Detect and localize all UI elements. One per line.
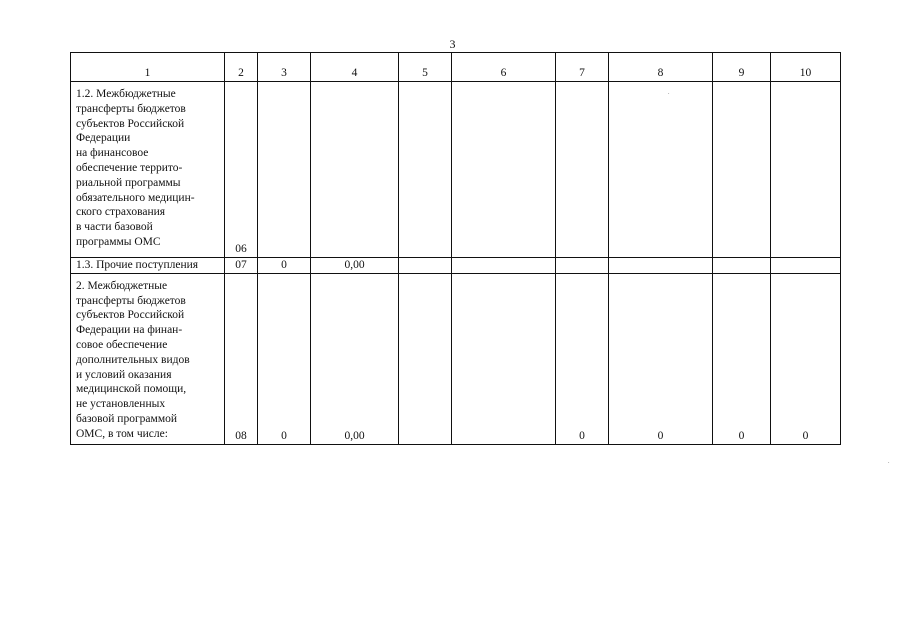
table-cell: 0 [258, 258, 311, 274]
table-row [71, 82, 841, 258]
header-cell: 5 [399, 53, 452, 82]
table-cell [452, 82, 556, 258]
header-cell: 8 [609, 53, 713, 82]
row-label: 1.2. Межбюджетные трансферты бюджетов субъектов Российской Федерации на финансовое обеспечение террито- риальной программы обязательного медицин- ского страхования в части базовой программы ОМС [71, 82, 225, 258]
table-cell [713, 258, 771, 274]
table-cell [452, 258, 556, 274]
table-cell [399, 258, 452, 274]
table-cell: 0 [771, 273, 841, 444]
table-cell [713, 82, 771, 258]
header-cell: 2 [225, 53, 258, 82]
table-cell [556, 258, 609, 274]
table-cell [556, 82, 609, 258]
table-cell: 0 [609, 273, 713, 444]
header-cell: 9 [713, 53, 771, 82]
table-cell [399, 82, 452, 258]
table-row [71, 258, 841, 274]
scan-speck: . [888, 459, 890, 465]
page-number: 3 [449, 37, 456, 51]
header-cell: 1 [71, 53, 225, 82]
table-cell: 0,00 [311, 258, 399, 274]
row-label: 2. Межбюджетные трансферты бюджетов субъектов Российской Федерации на финан- совое обеспечение дополнительных видов и условий оказания медицинской помощи, не установленных базовой программой ОМС, в том числе: [71, 273, 225, 444]
table-cell [771, 258, 841, 274]
table-cell [609, 258, 713, 274]
header-cell: 6 [452, 53, 556, 82]
header-cell: 7 [556, 53, 609, 82]
row-label: 1.3. Прочие поступления [71, 258, 225, 274]
table-header-row [71, 53, 841, 82]
table-cell [609, 82, 713, 258]
table-cell [258, 82, 311, 258]
scan-speck: . [668, 90, 670, 96]
header-cell: 10 [771, 53, 841, 82]
table-cell: 0 [556, 273, 609, 444]
table-cell [399, 273, 452, 444]
header-cell: 3 [258, 53, 311, 82]
table-cell: 0 [713, 273, 771, 444]
row-code: 08 [225, 273, 258, 444]
table-cell [452, 273, 556, 444]
table-row [71, 273, 841, 444]
table-cell: 0 [258, 273, 311, 444]
table-cell [311, 82, 399, 258]
row-code: 06 [225, 82, 258, 258]
row-code: 07 [225, 258, 258, 274]
report-table [70, 52, 841, 445]
table-cell: 0,00 [311, 273, 399, 444]
header-cell: 4 [311, 53, 399, 82]
table-cell [771, 82, 841, 258]
